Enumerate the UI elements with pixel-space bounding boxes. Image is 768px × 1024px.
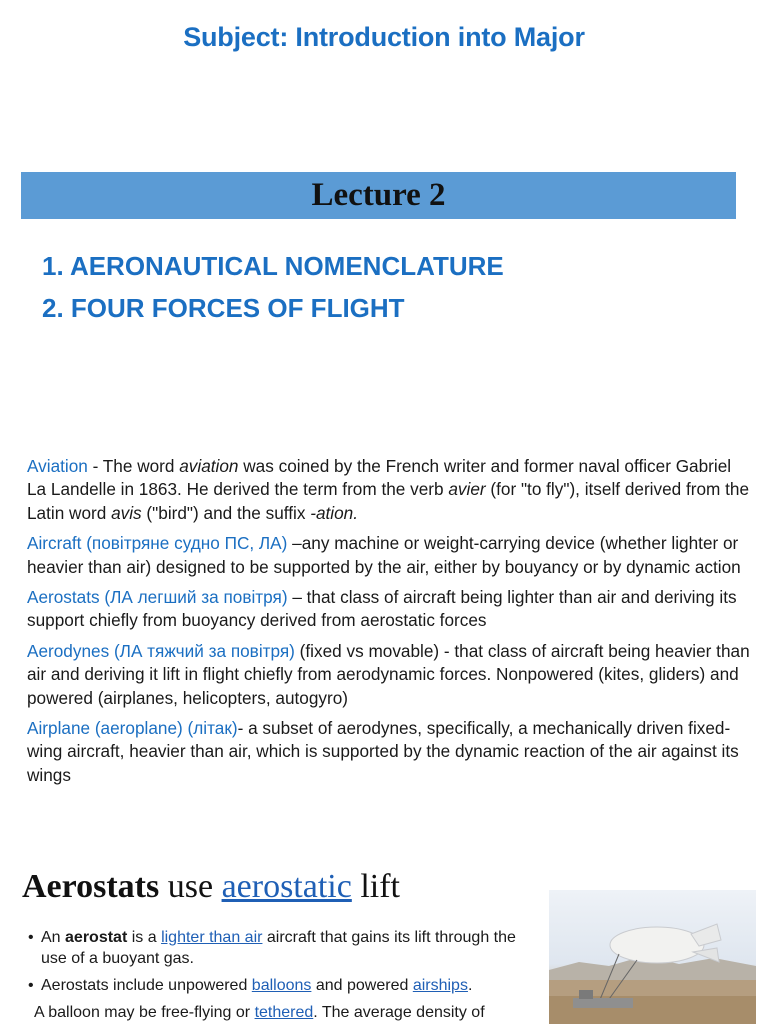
term-aviation: Aviation xyxy=(27,456,88,476)
def-em: -ation. xyxy=(310,502,358,523)
bullet-list xyxy=(28,927,543,1023)
bullet-text: . xyxy=(467,977,473,994)
heading-text: lift xyxy=(351,868,400,905)
balloons-link[interactable]: balloons xyxy=(251,977,312,994)
toc-item: 1. AERONAUTICAL NOMENCLATURE xyxy=(42,251,504,281)
lecture-title: Lecture 2 xyxy=(311,177,446,213)
term-aerostats: Aerostats (ЛА легший за повітря) xyxy=(27,587,288,608)
tethered-link[interactable]: tethered xyxy=(254,1004,314,1021)
list-item xyxy=(28,927,543,969)
heading-term: Aerostats xyxy=(22,868,160,905)
term-airplane: Airplane (aeroplane) (літак) xyxy=(27,718,238,739)
bullet-icon: • xyxy=(28,929,34,946)
def-text: - a subset of aerodynes, specifically, a mechanically driven fixed-wing aircraft, heavier than air, which is supported by the dynamic reaction of the air against its wings xyxy=(27,718,739,785)
subject-title: Subject: Introduction into Major xyxy=(183,22,585,52)
def-text: - The word xyxy=(87,456,180,476)
bullet-text: Aerostats include unpowered xyxy=(41,977,252,994)
aerostatic-link[interactable]: aerostatic xyxy=(221,868,352,905)
def-em: avier xyxy=(448,479,486,500)
def-text: (fixed vs movable) - that class of aircraft being heavier than air and deriving it lift in flight chiefly from aerodynamic forces. Nonpowered (kites, gliders) and powered (airplanes, helicopters, autogyro) xyxy=(27,640,750,708)
aerostat-photo xyxy=(549,890,756,1024)
table-of-contents xyxy=(42,248,504,332)
def-text: (for "to fly"), itself derived from the Latin word xyxy=(27,479,750,523)
bullet-text: A balloon may be free-flying or xyxy=(34,1004,255,1021)
def-text: was coined by the French writer and former naval officer Gabriel La Landelle in 1863. He derived the term from the verb xyxy=(27,456,732,500)
list-item xyxy=(28,975,543,996)
definition-aircraft xyxy=(27,532,752,579)
section-heading xyxy=(22,868,400,906)
def-em: aviation xyxy=(179,456,239,476)
term-aircraft: Aircraft (повітряне судно ПС, ЛА) xyxy=(27,533,288,554)
def-text: – that class of aircraft being lighter than air and deriving its support chiefly from buoyancy derived from aerostatic forces xyxy=(27,587,737,631)
term-aerodynes: Aerodynes (ЛА тяжчий за повітря) xyxy=(27,640,295,661)
bullet-text: and powered xyxy=(311,977,413,994)
heading-text: use xyxy=(159,868,222,905)
toc-item: 2. FOUR FORCES OF FLIGHT xyxy=(42,293,405,323)
lecture-banner xyxy=(21,172,736,219)
list-item xyxy=(28,1002,543,1023)
bullet-text: is a xyxy=(127,929,162,946)
bullet-bold: aerostat xyxy=(65,929,128,946)
definition-aviation xyxy=(27,455,752,525)
def-text: –any machine or weight-carrying device (whether lighter or heavier than air) designed to be supported by the air, either by bouyancy or by dynamic action xyxy=(27,533,741,577)
def-text: ("bird") and the suffix xyxy=(141,502,311,523)
bullet-text: aircraft that gains its lift through the use of a buoyant gas. xyxy=(41,929,516,967)
aerostat-image-icon xyxy=(549,890,756,1024)
def-em: avis xyxy=(111,502,142,523)
definition-aerodynes xyxy=(27,640,752,710)
definition-airplane xyxy=(27,717,752,787)
airships-link[interactable]: airships xyxy=(412,977,468,994)
bullet-text: . The average density of xyxy=(313,1004,485,1021)
bullet-icon: • xyxy=(28,977,34,994)
definitions xyxy=(27,455,752,794)
lighter-than-air-link[interactable]: lighter than air xyxy=(161,929,263,946)
bullet-text: An xyxy=(41,929,66,946)
definition-aerostats xyxy=(27,586,752,633)
